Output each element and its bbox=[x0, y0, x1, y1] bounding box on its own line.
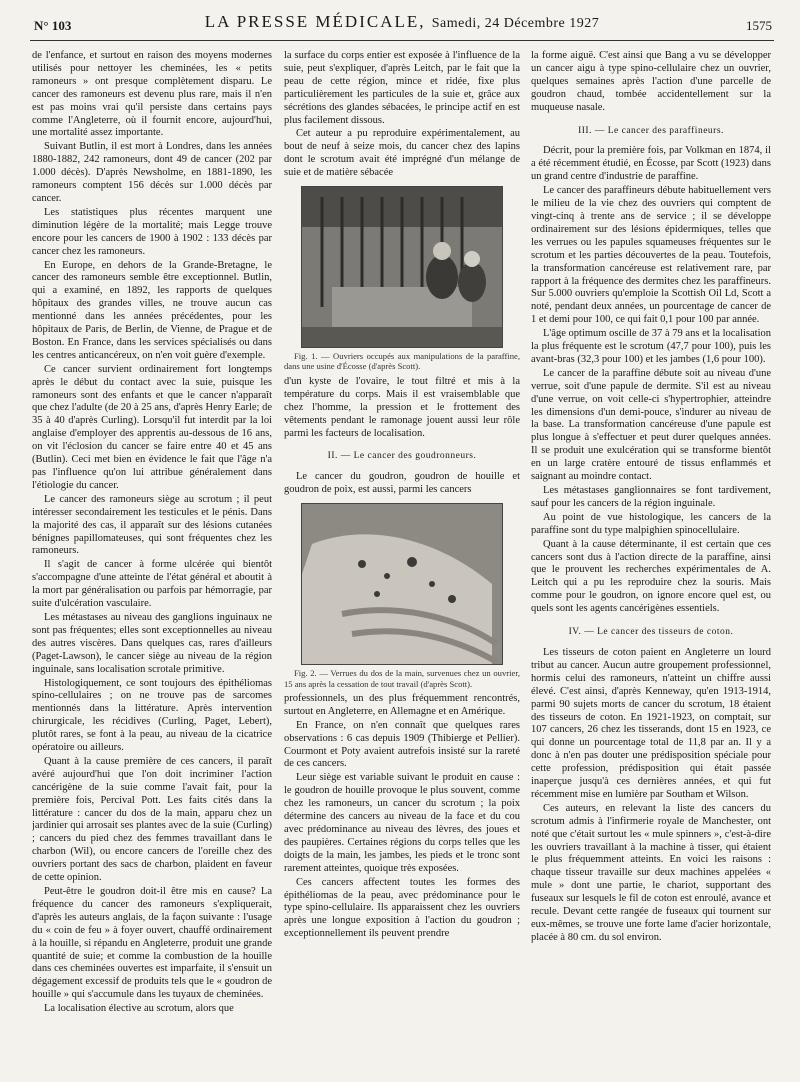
figure-1 bbox=[284, 186, 520, 372]
paragraph: la forme aiguë. C'est ainsi que Bang a vu se développer un cancer aigu à type spino-cellulaire chez un ouvrier, quelques semaines après l'action d'une parcelle de goudron chaud, tombée accidentellement sur la muqueuse nasale. bbox=[531, 50, 771, 113]
paragraph: Suivant Butlin, il est mort à Londres, dans les années 1880-1882, 242 ramoneurs, dont 49 de cancer (202 par 1.000 décès). D'après Newsholme, en 1881-1890, les ramoneurs comptent 156 décès sur 1.000 décès par cancer. bbox=[32, 141, 272, 204]
paragraph: Le cancer des ramoneurs siège au scrotum ; il peut intéresser secondairement les testicules et le pénis. Dans la majorité des cas, il apparaît sur des lésions cutanées bénignes papillomateuses, qui sont fréquentes chez les ramoneurs. bbox=[32, 493, 272, 557]
column-1 bbox=[32, 50, 272, 1080]
paragraph: Il s'agit de cancer à forme ulcérée qui bientôt s'accompagne d'une atteinte de l'état général et aboutit à la mort par généralisation ou parfois par hémorragie, par suite d'ulcération vasculaire. bbox=[32, 559, 272, 610]
journal-title-line bbox=[30, 12, 774, 32]
paragraph: Au point de vue histologique, les cancers de la paraffine sont du type malpighien spinocellulaire. bbox=[531, 511, 771, 536]
figure-2-caption: Fig. 2. — Verrues du dos de la main, survenues chez un ouvrier, 15 ans après la cessation de tout travail (d'après Scott). bbox=[284, 668, 520, 689]
paragraph: Quant à la cause première de ces cancers, il paraît avéré aujourd'hui que l'on doit incriminer l'action cancérigène de la suie comme l'avait fait, pour la première fois, Percival Pott. Les faits cités dans la littérature : cancer du dos de la main, apparu chez un jardinier qui arrosait ses plantes avec de la suie (Curling) ; cancers du pied chez des femmes travaillant dans le charbon (Wil), ou encore cancers de l'oreille chez des ouvriers portant des sacs de charbon, plaident en faveur de cette opinion. bbox=[32, 755, 272, 884]
paragraph: Le cancer du goudron, goudron de houille et goudron de poix, est aussi, parmi les cancers bbox=[284, 471, 520, 496]
journal-title: LA PRESSE MÉDICALE, bbox=[204, 12, 426, 31]
paragraph: Ces cancers affectent toutes les formes des épithéliomas de la peau, avec prédominance pour le type spino-cellulaire. Ils apparaissent chez les ouvriers après une longue exposition à l'action du goudron ; exceptionnellement ils peuvent prendre bbox=[284, 876, 520, 940]
paragraph: de l'enfance, et surtout en raison des moyens modernes utilisés pour nettoyer les cheminées, les « petits ramoneurs » ont presque complètement disparu. Le cancer des ramoneurs est devenu plus rare, mais il n'en est pas moins vrai qu'il persiste dans certains pays comme l'Angleterre, où il fournit encore, aujourd'hui, une mortalité assez importante. bbox=[32, 50, 272, 139]
paragraph: Ce cancer survient ordinairement fort longtemps après le début du contact avec la suie, puisque les ramoneurs sont des enfants et que le cancer n'apparaît que chez l'adulte (de 20 à 25 ans, d'après Henry Earle; de 35 à 40 d'après Curling). Lorsqu'il fut interdit par la loi anglaise d'employer des apprentis au-dessous de 16 ans, on vit l'éclosion du cancer se faire entre 40 et 45 ans (Butlin). Ceci met bien en évidence le fait que l'âge n'a pas l'influence qu'on lui attribue généralement dans l'étiologie du cancer. bbox=[32, 363, 272, 491]
paragraph: la surface du corps entier est exposée à l'influence de la suie, peut s'expliquer, d'après Leitch, par le fait que la peau de cette région, mince et ridée, fixe plus particulièrement les particules de la suie et, grâce aux sécrétions des glandes sébacées, le principe actif en est plus facilement dissous. bbox=[284, 50, 520, 126]
paragraph: professionnels, un des plus fréquemment rencontrés, surtout en Angleterre, en Allemagne et en Amérique. bbox=[284, 692, 520, 717]
issue-date: Samedi, 24 Décembre 1927 bbox=[431, 16, 600, 31]
figure-2 bbox=[284, 503, 520, 689]
paragraph: Les statistiques plus récentes marquent une diminution légère de la mortalité; mais Legge trouve encore pour les cancers de 1900 à 1902 : 133 décès par cancer chez les ramoneurs. bbox=[32, 206, 272, 257]
paragraph: Les métastases au niveau des ganglions inguinaux ne sont pas fréquentes; elles sont exceptionnelles au niveau des autres viscères. Dans quelques cas, rares d'ailleurs (Paget-Lawson), le cancer siège au niveau de la région inguinale, sans localisation scrotale primitive. bbox=[32, 611, 272, 675]
paragraph: Décrit, pour la première fois, par Volkman en 1874, il a été récemment étudié, en Écosse, par Scott (1923) dans un grand centre d'industrie de paraffine. bbox=[531, 145, 771, 183]
paragraph: Histologiquement, ce sont toujours des épithéliomas spino-cellulaires ; on ne trouve pas de sarcomes mentionnés dans la littérature. Après intervention chirurgicale, les récidives (Curling, Paget, Lebert), plutôt rares, se font à la peau, au niveau de la cicatrice opératoire ou ailleurs. bbox=[32, 677, 272, 754]
paragraph: Ces auteurs, en relevant la liste des cancers du scrotum admis à l'infirmerie royale de Manchester, ont noté que c'était surtout les « mule spinners », c'est-à-dire les ouvriers travaillant à la machine à tisser, qui étaient le plus fréquemment atteints. En voici les raisons : chaque tisseur travaille sur deux machines appelées « mule » dont une partie, le chariot, supportant des fuseaux sur lesquels le fil de coton est enroulé, avance et recule. Devant cette rangée de fuseaux qui tournent sur eux-mêmes, se trouve une forte lame d'acier horizontale, placée à 80 cm. du sol environ. bbox=[531, 802, 771, 943]
paragraph: En France, on n'en connaît que quelques rares observations : 6 cas depuis 1909 (Thibierge et Pellier). Courmont et Poty avaient autrefois insisté sur la rareté de ces cancers. bbox=[284, 719, 520, 770]
issue-number: N° 103 bbox=[34, 18, 72, 33]
paragraph: Cet auteur a pu reproduire expérimentalement, au bout de neuf à seize mois, du cancer chez des lapins dont le scrotum avait été imprégné d'un mélange de suie et de matière sébacée bbox=[284, 128, 520, 179]
section-2-title: II. — Le cancer des goudronneurs. bbox=[327, 451, 477, 462]
paragraph: Le cancer des paraffineurs débute habituellement vers le milieu de la vie chez des ouvriers qui comptent de vingt-cinq à trente ans de service ; il se développe ordinairement sur des lésions épidermiques, telles que les verrues ou les papules squameuses fréquentes sur le scrotum et les parties découvertes de la peau. Toutefois, la transformation cancéreuse est relativement rare, par rapport à la fréquence des dermites chez les paraffineurs. Sur 5.000 ouvriers qu'emploie la Scottish Oil Ld, Scott a noté, pendant deux années, un pourcentage de cancer de 1 et demi pour 100, ce qui fait 0,1 pour 100 par année. bbox=[531, 185, 771, 326]
paragraph: Leur siège est variable suivant le produit en cause : le goudron de houille provoque le plus souvent, comme chez les ramoneurs, un cancer du scrotum ; la poix détermine des cancers au niveau de la face et du cou avec prédominance au niveau des lèvres, des joues et des paupières. Certaines régions du corps telles que les doigts de la main, les jambes, les pieds et le tronc sont rarement atteintes, quoique très exposées. bbox=[284, 772, 520, 874]
paragraph: Peut-être le goudron doit-il être mis en cause? La fréquence du cancer des ramoneurs s'expliquerait, d'après les auteurs anglais, de la façon suivante : l'usage du « coin de feu » à foyer ouvert, chauffé ordinairement à la houille, si répandu en Angleterre, produit une grande quantité de suie; et comme la combustion de la houille dans ces cheminées ouvertes est imparfaite, il s'ensuit un dégagement excessif de produits tels que le « goudron de houille » qui s'accumule dans les tuyaux de cheminées. bbox=[32, 886, 272, 1001]
section-3-title: III. — Le cancer des paraffineurs. bbox=[578, 125, 724, 136]
paragraph: Quant à la cause déterminante, il est certain que ces cancers sont dus à l'action directe de la paraffine, ainsi que le prouvent les recherches expérimentales de A. Leitch qui a pu les reproduire chez la souris. Mais comme pour le goudron, on ignore encore quel est, ou quels sont les agents cancérigènes essentiels. bbox=[531, 538, 771, 615]
column-3 bbox=[531, 50, 771, 1080]
paragraph: L'âge optimum oscille de 37 à 79 ans et la localisation la plus fréquente est le scrotum (47,7 pour 100), puis les avant-bras (32,3 pour 100) et les jambes (1,6 pour 100). bbox=[531, 328, 771, 365]
figure-2-photo bbox=[301, 503, 503, 665]
figure-1-photo bbox=[301, 186, 503, 348]
paragraph: Le cancer de la paraffine débute soit au niveau d'une verrue, soit d'une papule de dermite. S'il est au niveau d'une verrue, on voit celle-ci s'hypertrophier, atteindre les dimensions d'un demi-pouce, s'indurer au niveau de la base. La transformation cancéreuse d'une papule est plus longue à s'effectuer et peut durer quelques années. Il se produit une exulcération qui se transforme bientôt en un large cratère entouré de tissus enflammés et saignant au moindre contact. bbox=[531, 367, 771, 483]
column-2 bbox=[284, 50, 520, 1080]
section-4-title: IV. — Le cancer des tisseurs de coton. bbox=[568, 627, 734, 638]
page-header bbox=[30, 6, 774, 41]
paragraph: En Europe, en dehors de la Grande-Bretagne, le cancer des ramoneurs semble être exceptionnel. Butlin, qui a examiné, en 1892, les rapports de quelques hôpitaux des grandes villes, ne trouve aucun cas mentionné dans les années précédentes, pour les hôpitaux de Paris, de Berlin, de Vienne, de Prague et de Boston. En France, dans les services spécialisés ou dans les centres anticancéreux, on n'en voit guère d'exemple. bbox=[32, 259, 272, 361]
figure-1-caption: Fig. 1. — Ouvriers occupés aux manipulations de la paraffine, dans une usine d'Écosse (d'après Scott). bbox=[284, 351, 520, 372]
paragraph: d'un kyste de l'ovaire, le tout filtré et mis à la température du corps. Mais il est vraisemblable que chez l'homme, la pression et le frottement des vêtements pendant le ramonage jouent aussi leur rôle parmi les facteurs de localisation. bbox=[284, 375, 520, 439]
paragraph: Les tisseurs de coton paient en Angleterre un lourd tribut au cancer. Aucun autre groupement professionnel, hormis celui des ramoneurs, n'atteint un chiffre aussi élevé. C'est ainsi, d'après Kenneway, qu'en 1913-1914, parmi 90 sujets morts de cancer du scrotum, 18 étaient des tisseurs de coton. En 1921-1923, on comptait, sur 107 cancers, 26 chez les tisserands, dont 15 en 1923, ce qui donne un pourcentage total de 11,8 par an. Il y a donc à n'en pas douter une prédisposition spéciale pour cette profession, prédisposition qui était passée inaperçue jusqu'à ces dernières années, et qui fut récemment mise en lumière par Southam et Wilson. bbox=[531, 646, 771, 800]
paragraph: Les métastases ganglionnaires se font tardivement, sauf pour les cancers de la région inguinale. bbox=[531, 485, 771, 509]
paragraph: La localisation élective au scrotum, alors que bbox=[44, 1003, 234, 1015]
page-number: 1575 bbox=[746, 18, 772, 33]
